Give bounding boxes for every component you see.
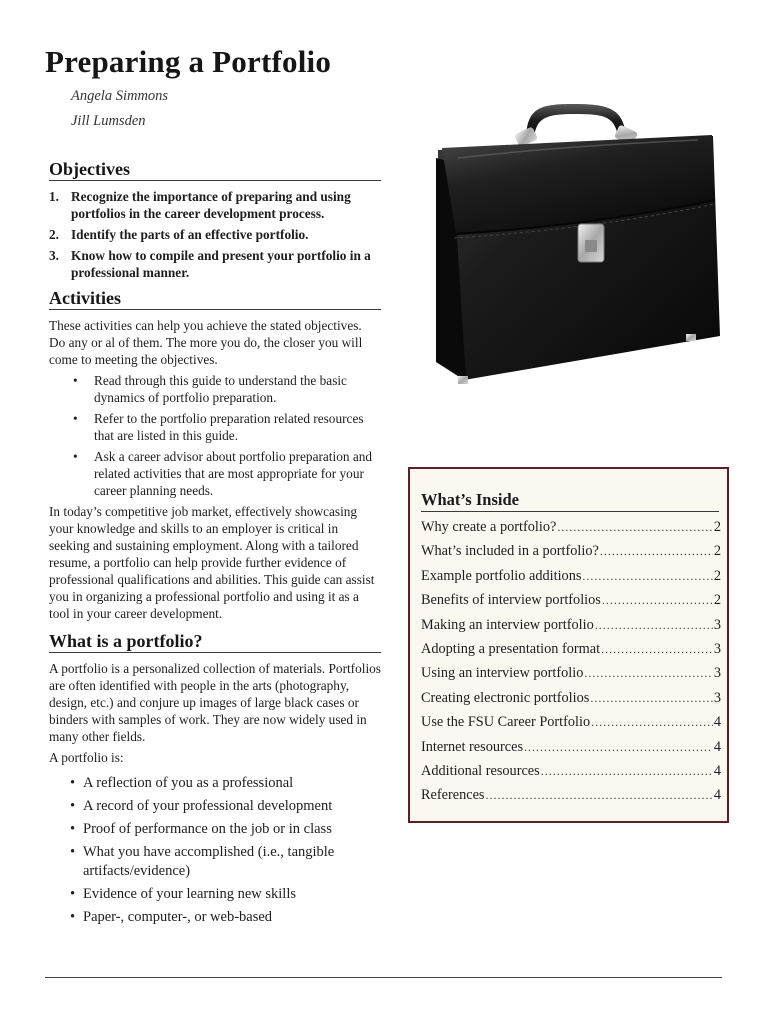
toc-label: What’s included in a portfolio? xyxy=(421,543,599,560)
toc-label: References xyxy=(421,787,485,804)
what-is-lead: A portfolio is: xyxy=(49,750,124,765)
list-item xyxy=(49,410,381,444)
toc-page: 2 xyxy=(713,567,721,584)
list-item xyxy=(49,820,381,839)
author-name: Angela Simmons xyxy=(71,88,169,104)
toc-page: 2 xyxy=(713,543,721,560)
toc-leader xyxy=(582,569,712,584)
toc-leader xyxy=(591,715,713,730)
list-item-text: Proof of performance on the job or in class xyxy=(83,821,332,837)
objective-text: Identify the parts of an effective portfolio. xyxy=(71,227,309,242)
toc-page: 4 xyxy=(713,714,721,731)
toc-entry[interactable] xyxy=(421,690,721,714)
objective-number: 1. xyxy=(49,189,59,204)
toc-label: Use the FSU Career Portfolio xyxy=(421,714,591,731)
list-item-text: Evidence of your learning new skills xyxy=(83,886,297,902)
toc-leader xyxy=(590,691,713,706)
toc-page: 3 xyxy=(713,616,721,633)
toc-leader xyxy=(584,666,712,681)
toc-entry[interactable] xyxy=(421,665,721,689)
toc-label: Example portfolio additions xyxy=(421,567,582,584)
bullet-icon: • xyxy=(70,909,76,925)
list-item xyxy=(49,843,381,881)
toc-leader xyxy=(595,618,713,633)
toc-page: 3 xyxy=(713,665,721,682)
list-item xyxy=(49,885,381,904)
objective-text: Recognize the importance of preparing and using portfolios in the career development process. xyxy=(71,189,351,221)
toc-entry[interactable] xyxy=(421,763,721,787)
objective-item xyxy=(49,247,381,281)
toc-label: Why create a portfolio? xyxy=(421,519,557,535)
toc-leader xyxy=(486,788,713,803)
list-item xyxy=(49,372,381,406)
toc-page: 3 xyxy=(713,689,721,706)
list-item-text: Paper-, computer-, or web-based xyxy=(83,909,273,925)
bullet-icon: • xyxy=(70,821,76,837)
list-item-text: A reflection of you as a professional xyxy=(83,775,294,791)
toc-entry[interactable] xyxy=(421,641,721,665)
toc-label: Internet resources xyxy=(421,738,524,755)
objective-item xyxy=(49,188,381,222)
bullet-icon: • xyxy=(73,449,78,464)
list-item-text: What you have accomplished (i.e., tangible artifacts/evidence) xyxy=(83,844,335,879)
briefcase-image xyxy=(428,98,728,393)
toc-entry[interactable] xyxy=(421,519,721,543)
toc-leader xyxy=(602,593,713,608)
what-is-paragraph: A portfolio is a personalized collection of materials. Portfolios are often identified with people in the arts (photography, design, etc.) and conjure up images of large black cases or binders with samples of work. They are now widely used in many other fields. xyxy=(49,661,381,744)
bullet-icon: • xyxy=(70,798,76,814)
portfolio-is-list xyxy=(49,774,381,927)
objective-number: 2. xyxy=(49,227,59,242)
activities-intro: These activities can help you achieve the stated objectives. Do any or al of them. The more you do, the closer you will come to meeting the objectives. xyxy=(49,318,363,367)
toc-leader xyxy=(601,642,713,657)
list-item xyxy=(49,797,381,816)
toc-entry[interactable] xyxy=(421,714,721,738)
whats-inside-heading: What’s Inside xyxy=(421,490,719,512)
toc-entry[interactable] xyxy=(421,568,721,592)
bullet-icon: • xyxy=(70,775,76,791)
objective-text: Know how to compile and present your portfolio in a professional manner. xyxy=(71,248,371,280)
list-item-text: Refer to the portfolio preparation related resources that are listed in this guide. xyxy=(94,411,364,443)
whats-inside-box xyxy=(408,467,729,823)
toc-label: Benefits of interview portfolios xyxy=(421,592,601,609)
toc-label: Making an interview portfolio xyxy=(421,616,594,633)
toc-label: Additional resources xyxy=(421,762,540,779)
footer-rule xyxy=(45,977,722,978)
main-column xyxy=(49,159,381,931)
bullet-icon: • xyxy=(73,411,78,426)
objective-number: 3. xyxy=(49,248,59,263)
activities-list xyxy=(49,372,381,499)
objective-item xyxy=(49,226,381,243)
toc-leader xyxy=(600,544,713,559)
page-title: Preparing a Portfolio xyxy=(45,44,332,79)
activities-paragraph: In today’s competitive job market, effectively showcasing your knowledge and skills to an employer is critical in seeking and sustaining employment. Along with a tailored resume, a portfolio can help provide further evidence of professional qualifications and abilities. This guide can assist you in organizing a professional portfolio and using it as a tool in your career development. xyxy=(49,504,375,621)
toc-label: Using an interview portfolio xyxy=(421,665,584,682)
toc-page: 2 xyxy=(713,592,721,609)
toc-leader xyxy=(524,740,713,755)
activities-heading: Activities xyxy=(49,288,381,310)
objectives-list xyxy=(49,188,381,281)
bullet-icon: • xyxy=(70,886,76,902)
toc-entry[interactable] xyxy=(421,592,721,616)
what-is-heading: What is a portfolio? xyxy=(49,631,381,653)
toc-entry[interactable] xyxy=(421,543,721,567)
toc-page: 4 xyxy=(713,738,721,755)
list-item xyxy=(49,908,381,927)
contents-list xyxy=(421,519,721,812)
bullet-icon: • xyxy=(73,373,78,388)
toc-leader xyxy=(541,764,713,779)
author-name: Jill Lumsden xyxy=(71,113,146,129)
list-item xyxy=(49,774,381,793)
toc-page: 4 xyxy=(713,787,721,804)
list-item-text: A record of your professional development xyxy=(83,798,333,814)
toc-leader xyxy=(557,520,712,535)
bullet-icon: • xyxy=(70,844,76,860)
toc-entry[interactable] xyxy=(421,617,721,641)
toc-entry[interactable] xyxy=(421,787,721,811)
toc-entry[interactable] xyxy=(421,739,721,763)
list-item-text: Ask a career advisor about portfolio preparation and related activities that are most appropriate for your career planning needs. xyxy=(94,449,373,498)
toc-page: 4 xyxy=(713,762,721,779)
objectives-heading: Objectives xyxy=(49,159,381,181)
list-item xyxy=(49,448,381,499)
toc-label: Adopting a presentation format xyxy=(421,640,601,657)
list-item-text: Read through this guide to understand the basic dynamics of portfolio preparation. xyxy=(94,373,347,405)
toc-page: 3 xyxy=(713,640,721,657)
toc-page: 2 xyxy=(713,519,721,535)
toc-label: Creating electronic portfolios xyxy=(421,689,590,706)
